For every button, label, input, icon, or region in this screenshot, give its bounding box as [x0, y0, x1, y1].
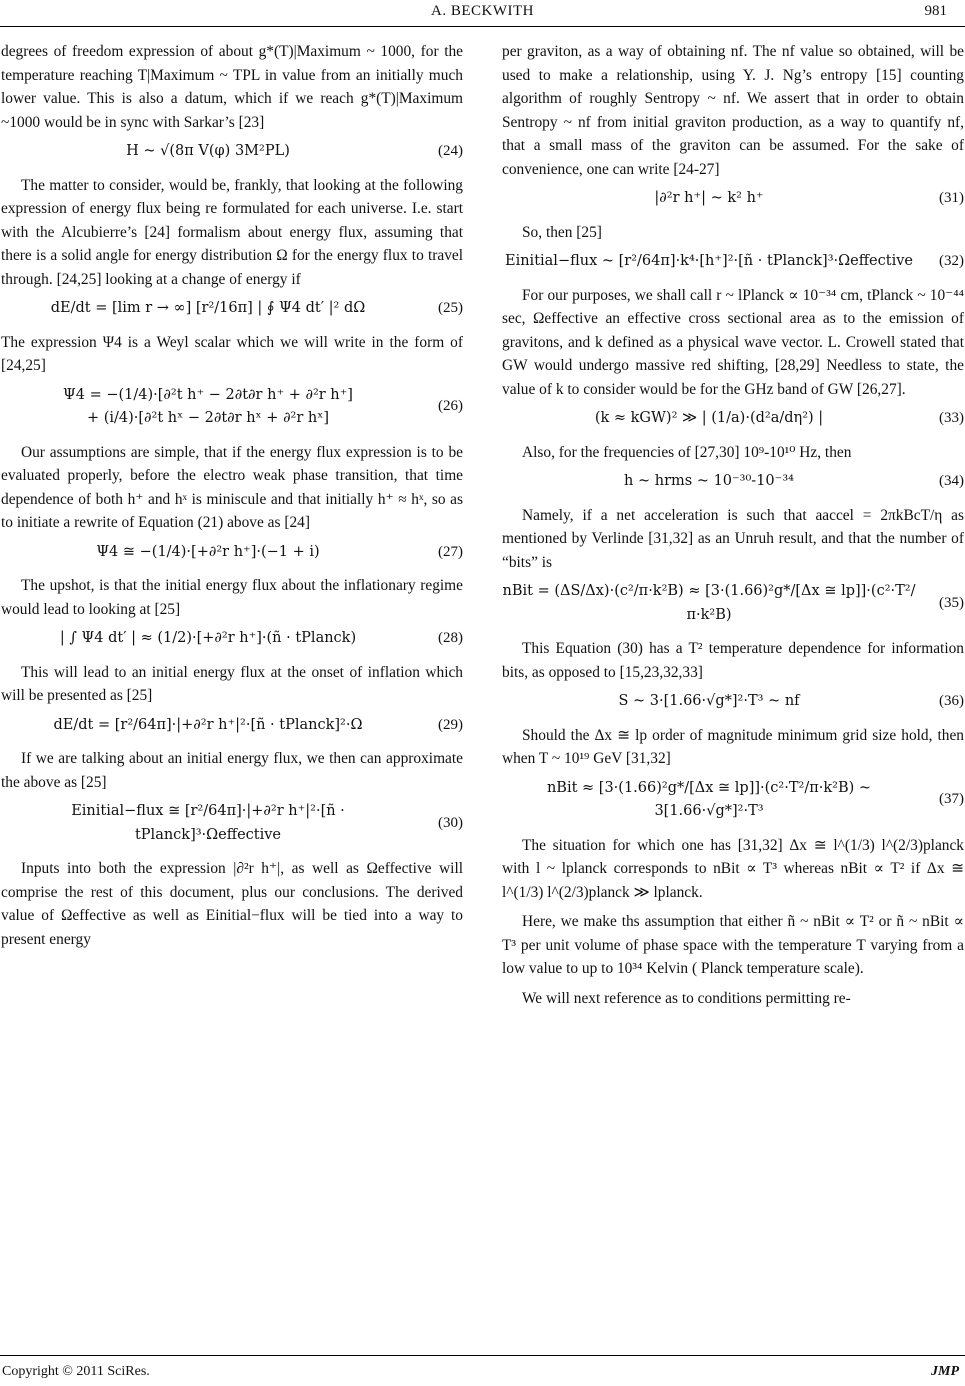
equation-35-body: nBit = (ΔS/Δx)·(c²/π·k²B) ≈ [3·(1.66)²g*/[Δx ≅ lp]]·(c²·T²/π·k²B)	[502, 583, 916, 623]
right-column	[502, 40, 964, 1016]
equation-26-number: (26)	[438, 398, 463, 415]
equation-30-number: (30)	[438, 814, 463, 831]
equation-24-number: (24)	[438, 143, 463, 159]
equation-31-number: (31)	[939, 190, 964, 206]
right-paragraph-9: Here, we make ths assumption that either ñ ~ nBit ∝ T² or ñ ~ nBit ∝ T³ per unit volume of phase space with the temperature T varying from a low value to up to 10³⁴ Kelvin ( Planck temperature scale).	[502, 913, 964, 977]
equation-32-number: (32)	[939, 253, 964, 269]
right-paragraph-3: For our purposes, we shall call r ~ lPlanck ∝ 10⁻³⁴ cm, tPlanck ~ 10⁻⁴⁴ sec, Ωeffective an effective cross sectional area as to the emission of gravitons, and k defined as a physical wave vector. L. Crowell stated that GW would undergo massive red shifting, [28,29] Needless to state, the value of k to consider would be for the GHz band of GW [26,27].	[502, 286, 964, 398]
equation-35-number: (35)	[939, 594, 964, 611]
right-paragraph-1: per graviton, as a way of obtaining nf. The nf value so obtained, will be used to make a relationship, using Y. J. Ng’s entropy [15] counting algorithm of roughly Sentropy ~ nf. We assert that in order to obtain Sentropy ~ nf from initial graviton production, as a way to quantify nf, that a small mass of the graviton can be assumed. For the sake of convenience, one can write [24-27]	[502, 43, 964, 178]
equation-30	[1, 800, 463, 847]
left-paragraph-8: Inputs into both the expression |∂²r h⁺|, as well as Ωeffective will comprise the rest of this document, plus our conclusions. The derived value of Ωeffective as well as Einitial−flux will be tied into a way to present energy	[1, 860, 463, 948]
page-number: 981	[924, 3, 947, 19]
equation-24-body: H ~ √(8π V(φ) 3M²PL)	[126, 143, 290, 159]
right-paragraph-5: Namely, if a net acceleration is such that aaccel = 2πkBcT/η as mentioned by Verlinde [31,32] as an Unruh result, and that the number of “bits” is	[502, 506, 964, 571]
right-paragraph-7: Should the Δx ≅ lp order of magnitude minimum grid size hold, then when T ~ 10¹⁹ GeV [31,32]	[502, 726, 964, 767]
equation-31	[502, 187, 964, 211]
equation-27-body: Ψ4 ≅ −(1/4)·[+∂²r h⁺]·(−1 + i)	[96, 543, 320, 560]
equation-33	[502, 407, 964, 431]
right-paragraph-6: This Equation (30) has a T² temperature dependence for information bits, as opposed to [15,23,32,33]	[502, 640, 964, 681]
equation-36-body: S ~ 3·[1.66·√g*]²·T³ ~ nf	[618, 693, 800, 709]
equation-26-line-1: Ψ4 = −(1/4)·[∂²t h⁺ − 2∂t∂r h⁺ + ∂²r h⁺]	[63, 386, 353, 403]
left-paragraph-4: Our assumptions are simple, that if the energy flux expression is to be evaluated properly, before the electro weak phase transition, that time dependence of both h⁺ and hˣ is miniscule and that initially h⁺ ≈ hˣ, so as to initiate a rewrite of Equation (21) above as [24]	[1, 443, 463, 531]
equation-28	[1, 627, 463, 651]
equation-36-number: (36)	[939, 693, 964, 709]
equation-25	[1, 297, 463, 321]
equation-29-body: dE/dt = [r²/64π]·|+∂²r h⁺|²·[ñ · tPlanck]²·Ω	[53, 716, 363, 733]
footer-journal: JMP	[931, 1364, 959, 1379]
equation-27-number: (27)	[438, 543, 463, 560]
left-column	[1, 40, 463, 957]
equation-35	[502, 580, 964, 627]
equation-34-number: (34)	[939, 473, 964, 489]
equation-24	[1, 140, 463, 164]
equation-25-number: (25)	[438, 300, 463, 316]
page-footer	[0, 1355, 965, 1386]
equation-37-body: nBit ≈ [3·(1.66)²g*/[Δx ≅ lp]]·(c²·T²/π·k²B) ~ 3[1.66·√g*]²·T³	[546, 779, 872, 819]
equation-26-body	[1, 384, 415, 431]
equation-32	[502, 250, 964, 274]
equation-37-number: (37)	[939, 791, 964, 808]
left-paragraph-6: This will lead to an initial energy flux at the onset of inflation which will be presented as [25]	[1, 663, 463, 704]
left-paragraph-2: The matter to consider, would be, frankly, that looking at the following expression of energy flux being re formulated for each universe. I.e. start with the Alcubierre’s [24] formalism about energy flux, assuming that there is a solid angle for energy distribution Ω for the energy flux to travel through. [24,25] looking at a change of energy if	[1, 176, 463, 288]
left-paragraph-3: The expression Ψ4 is a Weyl scalar which we will write in the form of [24,25]	[1, 333, 463, 374]
equation-26-line-2: + (i/4)·[∂²t hˣ − 2∂t∂r hˣ + ∂²r hˣ]	[86, 410, 330, 426]
equation-25-body: dE/dt = [lim r → ∞] [r²/16π] | ∮ Ψ4 dt′ |² dΩ	[50, 300, 366, 316]
equation-30-body: Einitial−flux ≅ [r²/64π]·|+∂²r h⁺|²·[ñ · tPlanck]³·Ωeffective	[71, 803, 345, 843]
equation-27	[1, 541, 463, 565]
equation-33-body: (k ≈ kGW)² ≫ | (1/a)·(d²a/dη²) |	[594, 410, 824, 426]
equation-32-body: Einitial−flux ~ [r²/64π]·k⁴·[h⁺]²·[ñ · tPlanck]³·Ωeffective	[505, 253, 913, 269]
equation-36	[502, 690, 964, 714]
equation-26	[1, 384, 463, 431]
running-header-author: A. BECKWITH	[431, 3, 534, 19]
left-paragraph-7: If we are talking about an initial energy flux, we then can approximate the above as [25]	[1, 750, 463, 791]
equation-37	[502, 777, 964, 824]
left-paragraph-1: degrees of freedom expression of about g*(T)|Maximum ~ 1000, for the temperature reaching T|Maximum ~ TPL in value from an initially much lower value. This is also a datum, which if we reach g*(T)|Maximum ~1000 would be in sync with Sarkar’s [23]	[1, 43, 463, 131]
equation-29-number: (29)	[438, 716, 463, 733]
equation-28-body: | ∫ Ψ4 dt′ | ≈ (1/2)·[+∂²r h⁺]·(ñ · tPlanck)	[59, 630, 357, 646]
equation-29	[1, 714, 463, 738]
equation-33-number: (33)	[939, 410, 964, 426]
equation-34-body: h ~ hrms ~ 10⁻³⁰-10⁻³⁴	[624, 473, 794, 489]
equation-31-body: |∂²r h⁺| ~ k² h⁺	[654, 190, 764, 206]
equation-28-number: (28)	[438, 630, 463, 646]
right-paragraph-4: Also, for the frequencies of [27,30] 10⁹-10¹⁰ Hz, then	[522, 443, 852, 461]
header-rule	[0, 26, 965, 27]
right-paragraph-8: The situation for which one has [31,32] Δx ≅ l^(1/3) l^(2/3)planck with l ~ lplanck corresponds to nBit ∝ T³ whereas nBit ∝ T² if Δx ≅ l^(1/3) l^(2/3)planck ≫ lplanck.	[502, 836, 964, 901]
right-paragraph-2: So, then [25]	[522, 223, 602, 241]
equation-34	[502, 470, 964, 494]
footer-copyright: Copyright © 2011 SciRes.	[2, 1364, 150, 1379]
right-paragraph-10: We will next reference as to conditions permitting re-	[522, 989, 851, 1007]
left-paragraph-5: The upshot, is that the initial energy flux about the inflationary regime would lead to looking at [25]	[1, 577, 463, 618]
